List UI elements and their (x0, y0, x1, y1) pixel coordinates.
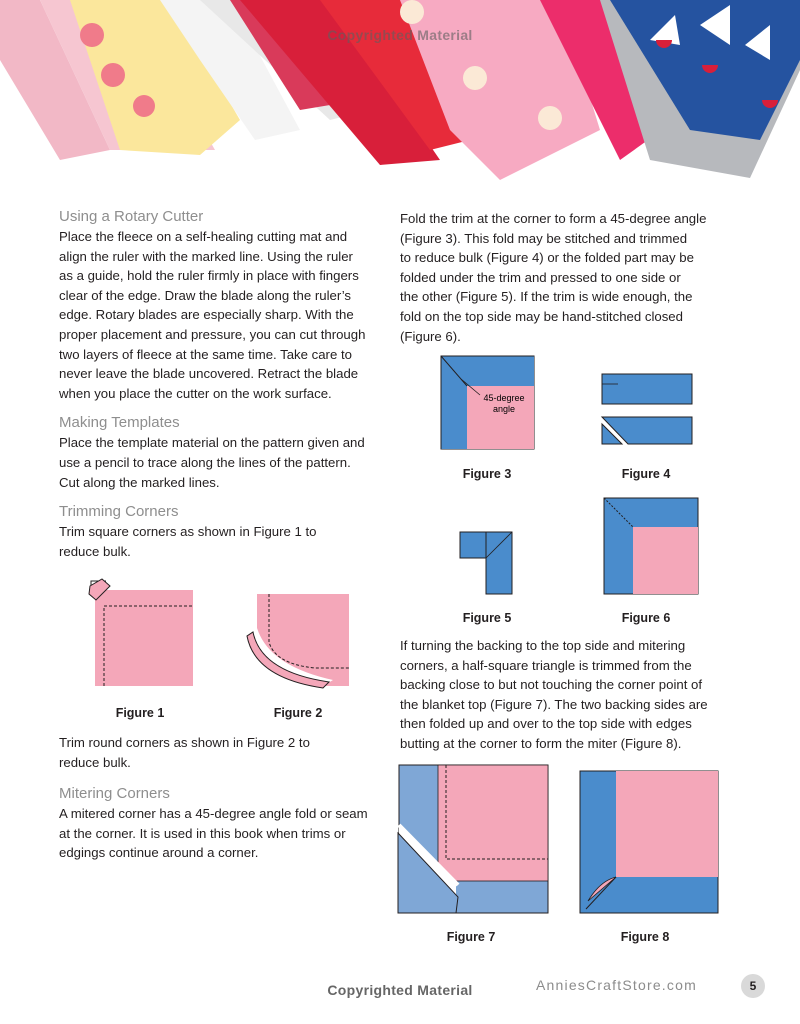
figure-2-caption: Figure 2 (273, 706, 323, 720)
figure-6-diagram (603, 497, 699, 595)
figure-1-caption: Figure 1 (115, 706, 165, 720)
trimming-heading: Trimming Corners (59, 503, 179, 521)
figure-8-caption: Figure 8 (620, 930, 670, 944)
figure-4-caption: Figure 4 (621, 467, 671, 481)
figure-5-caption: Figure 5 (462, 611, 512, 625)
mitering-text: A mitered corner has a 45-degree angle fold or seam at the corner. It is used in this book when trims or edgings continue around a corner. (59, 806, 368, 861)
figure-2-diagram (245, 594, 351, 690)
fold-trim-text: Fold the trim at the corner to form a 45-degree angle (Figure 3). This fold may be stitched and trimmed to reduce bulk (Figure 4) or the folded part may be folded under the trim and pressed to one side or the other (Figure 5). If the trim is wide enough, the fold on the top side may be hand-stitched closed (Figure 6). (400, 211, 707, 344)
figure-4-diagram (600, 372, 694, 448)
rotary-cutter-heading: Using a Rotary Cutter (59, 208, 204, 225)
figure-1-diagram (88, 578, 194, 688)
watermark-top: Copyrighted Material (327, 27, 473, 43)
site-url: AnniesCraftStore.com (536, 977, 697, 993)
right-column-upper (400, 209, 730, 346)
figure-8-diagram (578, 769, 720, 915)
figure-5-diagram (458, 530, 514, 596)
figure-3-diagram (440, 355, 536, 451)
figure-7-caption: Figure 7 (446, 930, 496, 944)
angle-label-2: angle (492, 404, 516, 414)
left-column (59, 207, 379, 561)
right-column-lower (400, 636, 730, 754)
backing-miter-text: If turning the backing to the top side and mitering corners, a half-square triangle is trimmed from the backing close to but not touching the corner point of the blanket top (Figure 7). The two backing sides are then folded up and over to the top side with edges butting at the corner to form the miter (Figure 8). (400, 638, 708, 751)
trim-round-text: Trim round corners as shown in Figure 2 to reduce bulk. (59, 735, 310, 770)
templates-text: Place the template material on the pattern given and use a pencil to trace along the lines of the pattern. Cut along the marked lines. (59, 435, 365, 490)
figure-6-caption: Figure 6 (621, 611, 671, 625)
watermark-bottom: Copyrighted Material (327, 982, 473, 998)
templates-heading: Making Templates (59, 414, 180, 432)
figure-3-caption: Figure 3 (462, 467, 512, 481)
mitering-heading: Mitering Corners (59, 785, 170, 803)
rotary-cutter-text: Place the fleece on a self-healing cutting mat and align the ruler with the marked line. Using the ruler as a guide, hold the ruler firmly in place with fingers clear of the edge. Draw the blade along the ruler’s edge. Rotary blades are especially sharp. With the proper placement and pressure, you can cut through two layers of fleece at the same time. Take care to never leave the blade uncovered. Retract the blade when you place the cutter on the work surface. (59, 229, 366, 401)
trimming-text: Trim square corners as shown in Figure 1 to reduce bulk. (59, 524, 317, 559)
left-column-lower (59, 733, 379, 863)
angle-label-1: 45-degree (483, 393, 525, 403)
figure-7-diagram (396, 763, 550, 915)
page-number: 5 (741, 974, 765, 998)
